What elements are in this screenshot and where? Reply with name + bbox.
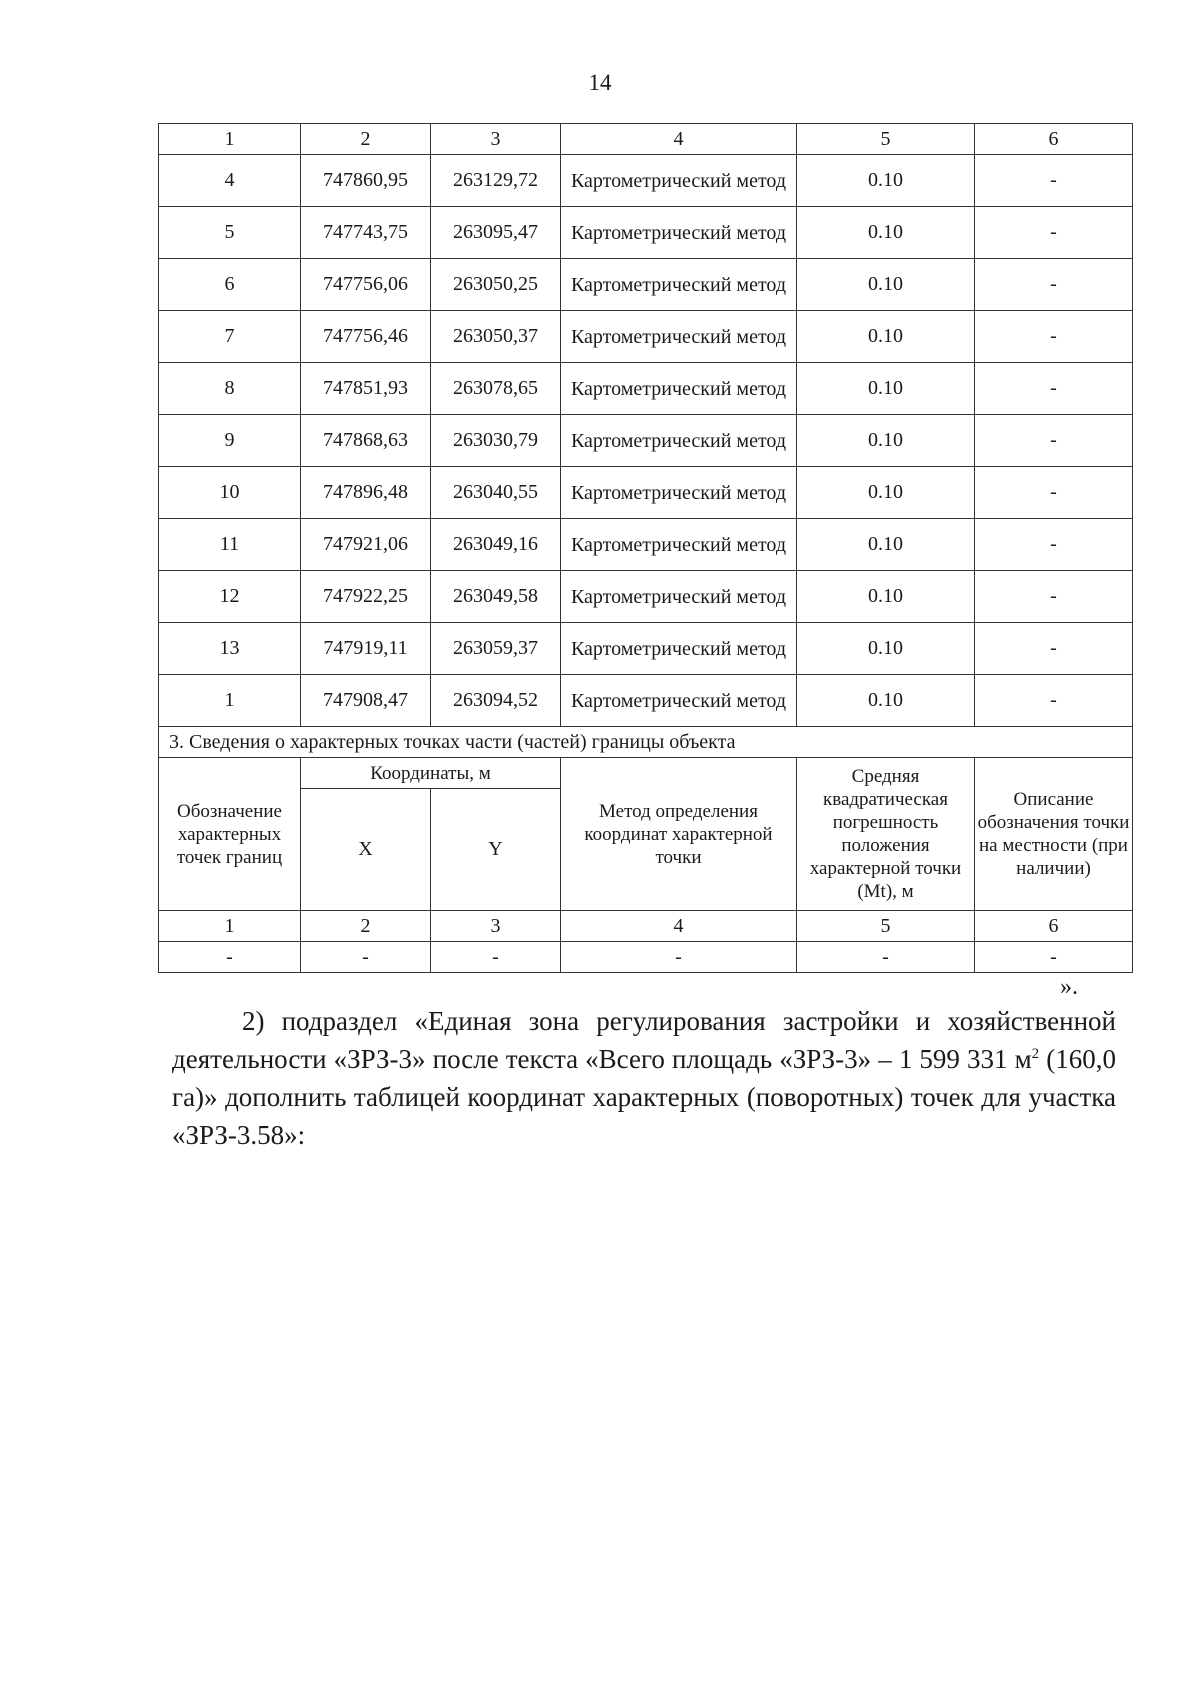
cell-description: - [975, 675, 1133, 727]
cell-x: 747756,46 [301, 311, 431, 363]
coordinates-table [158, 123, 1133, 973]
table-column-numbers [159, 124, 1133, 155]
cell-accuracy: 0.10 [797, 519, 975, 571]
cell-x: 747860,95 [301, 155, 431, 207]
section-title: 3. Сведения о характерных точках части (частей) границы объекта [159, 727, 1133, 758]
cell-point: 1 [159, 675, 301, 727]
paragraph-text: 2) подраздел «Единая зона регулирования застройки и хозяйственной деятельности «ЗРЗ-3» после текста «Всего площадь «ЗРЗ-3» – 1 599 331 м [172, 1006, 1116, 1074]
closing-quote: ». [1060, 974, 1078, 1000]
table-row [159, 207, 1133, 259]
table-cell: - [431, 942, 561, 973]
cell-accuracy: 0.10 [797, 207, 975, 259]
table-row [159, 155, 1133, 207]
cell-method: Картометрический метод [561, 467, 797, 519]
cell-point: 7 [159, 311, 301, 363]
column-number: 5 [797, 911, 975, 942]
cell-accuracy: 0.10 [797, 259, 975, 311]
cell-y: 263050,37 [431, 311, 561, 363]
cell-x: 747851,93 [301, 363, 431, 415]
table-cell: - [561, 942, 797, 973]
cell-point: 12 [159, 571, 301, 623]
column-number: 2 [301, 124, 431, 155]
column-number: 3 [431, 911, 561, 942]
cell-point: 10 [159, 467, 301, 519]
cell-x: 747922,25 [301, 571, 431, 623]
cell-description: - [975, 623, 1133, 675]
table-row [159, 363, 1133, 415]
table-row [159, 571, 1133, 623]
cell-x: 747896,48 [301, 467, 431, 519]
cell-point: 5 [159, 207, 301, 259]
cell-accuracy: 0.10 [797, 571, 975, 623]
cell-y: 263129,72 [431, 155, 561, 207]
cell-y: 263049,58 [431, 571, 561, 623]
table-row [159, 415, 1133, 467]
cell-point: 13 [159, 623, 301, 675]
cell-point: 6 [159, 259, 301, 311]
header-y: Y [431, 789, 561, 911]
cell-y: 263050,25 [431, 259, 561, 311]
cell-accuracy: 0.10 [797, 415, 975, 467]
cell-description: - [975, 259, 1133, 311]
cell-y: 263095,47 [431, 207, 561, 259]
column-number: 1 [159, 911, 301, 942]
section-title-row [159, 727, 1133, 758]
cell-y: 263094,52 [431, 675, 561, 727]
cell-description: - [975, 363, 1133, 415]
table-row [159, 259, 1133, 311]
cell-description: - [975, 519, 1133, 571]
cell-y: 263059,37 [431, 623, 561, 675]
cell-method: Картометрический метод [561, 623, 797, 675]
cell-method: Картометрический метод [561, 519, 797, 571]
cell-x: 747743,75 [301, 207, 431, 259]
page-number: 14 [588, 70, 612, 95]
cell-accuracy: 0.10 [797, 363, 975, 415]
cell-description: - [975, 155, 1133, 207]
cell-accuracy: 0.10 [797, 155, 975, 207]
header-method: Метод определения координат характерной точки [561, 758, 797, 911]
header-accuracy: Средняя квадратическая погрешность положения характерной точки (Mt), м [797, 758, 975, 911]
table-cell: - [797, 942, 975, 973]
column-number: 2 [301, 911, 431, 942]
cell-x: 747921,06 [301, 519, 431, 571]
header-coordinates: Координаты, м [301, 758, 561, 789]
cell-y: 263040,55 [431, 467, 561, 519]
table-row [159, 311, 1133, 363]
cell-point: 9 [159, 415, 301, 467]
cell-x: 747919,11 [301, 623, 431, 675]
cell-y: 263030,79 [431, 415, 561, 467]
column-number: 4 [561, 124, 797, 155]
column-number: 3 [431, 124, 561, 155]
section-empty-row [159, 942, 1133, 973]
table-cell: - [975, 942, 1133, 973]
column-number: 4 [561, 911, 797, 942]
table-row [159, 467, 1133, 519]
cell-description: - [975, 467, 1133, 519]
header-point-designation: Обозначение характерных точек границ [159, 758, 301, 911]
table-row [159, 675, 1133, 727]
cell-method: Картометрический метод [561, 363, 797, 415]
table-cell: - [301, 942, 431, 973]
cell-y: 263049,16 [431, 519, 561, 571]
cell-method: Картометрический метод [561, 259, 797, 311]
header-description: Описание обозначения точки на местности (при наличии) [975, 758, 1133, 911]
column-number: 6 [975, 124, 1133, 155]
table-cell: - [159, 942, 301, 973]
paragraph-text-continued: (160,0 га)» дополнить таблицей координат характерных (поворотных) точек для участка «ЗРЗ-3.58»: [172, 1044, 1116, 1150]
cell-point: 8 [159, 363, 301, 415]
column-number: 6 [975, 911, 1133, 942]
cell-x: 747908,47 [301, 675, 431, 727]
superscript: 2 [1031, 1046, 1040, 1062]
cell-description: - [975, 311, 1133, 363]
cell-method: Картометрический метод [561, 675, 797, 727]
body-paragraph [172, 1002, 1116, 1154]
cell-method: Картометрический метод [561, 311, 797, 363]
cell-description: - [975, 207, 1133, 259]
cell-description: - [975, 415, 1133, 467]
cell-point: 11 [159, 519, 301, 571]
cell-method: Картометрический метод [561, 571, 797, 623]
column-number: 5 [797, 124, 975, 155]
cell-accuracy: 0.10 [797, 623, 975, 675]
cell-description: - [975, 571, 1133, 623]
column-number: 1 [159, 124, 301, 155]
cell-x: 747868,63 [301, 415, 431, 467]
cell-point: 4 [159, 155, 301, 207]
section-header-row [159, 758, 1133, 789]
table-row [159, 623, 1133, 675]
cell-method: Картометрический метод [561, 155, 797, 207]
cell-accuracy: 0.10 [797, 467, 975, 519]
table-row [159, 519, 1133, 571]
cell-method: Картометрический метод [561, 207, 797, 259]
cell-y: 263078,65 [431, 363, 561, 415]
cell-x: 747756,06 [301, 259, 431, 311]
header-x: X [301, 789, 431, 911]
cell-accuracy: 0.10 [797, 675, 975, 727]
section-column-numbers [159, 911, 1133, 942]
cell-method: Картометрический метод [561, 415, 797, 467]
cell-accuracy: 0.10 [797, 311, 975, 363]
